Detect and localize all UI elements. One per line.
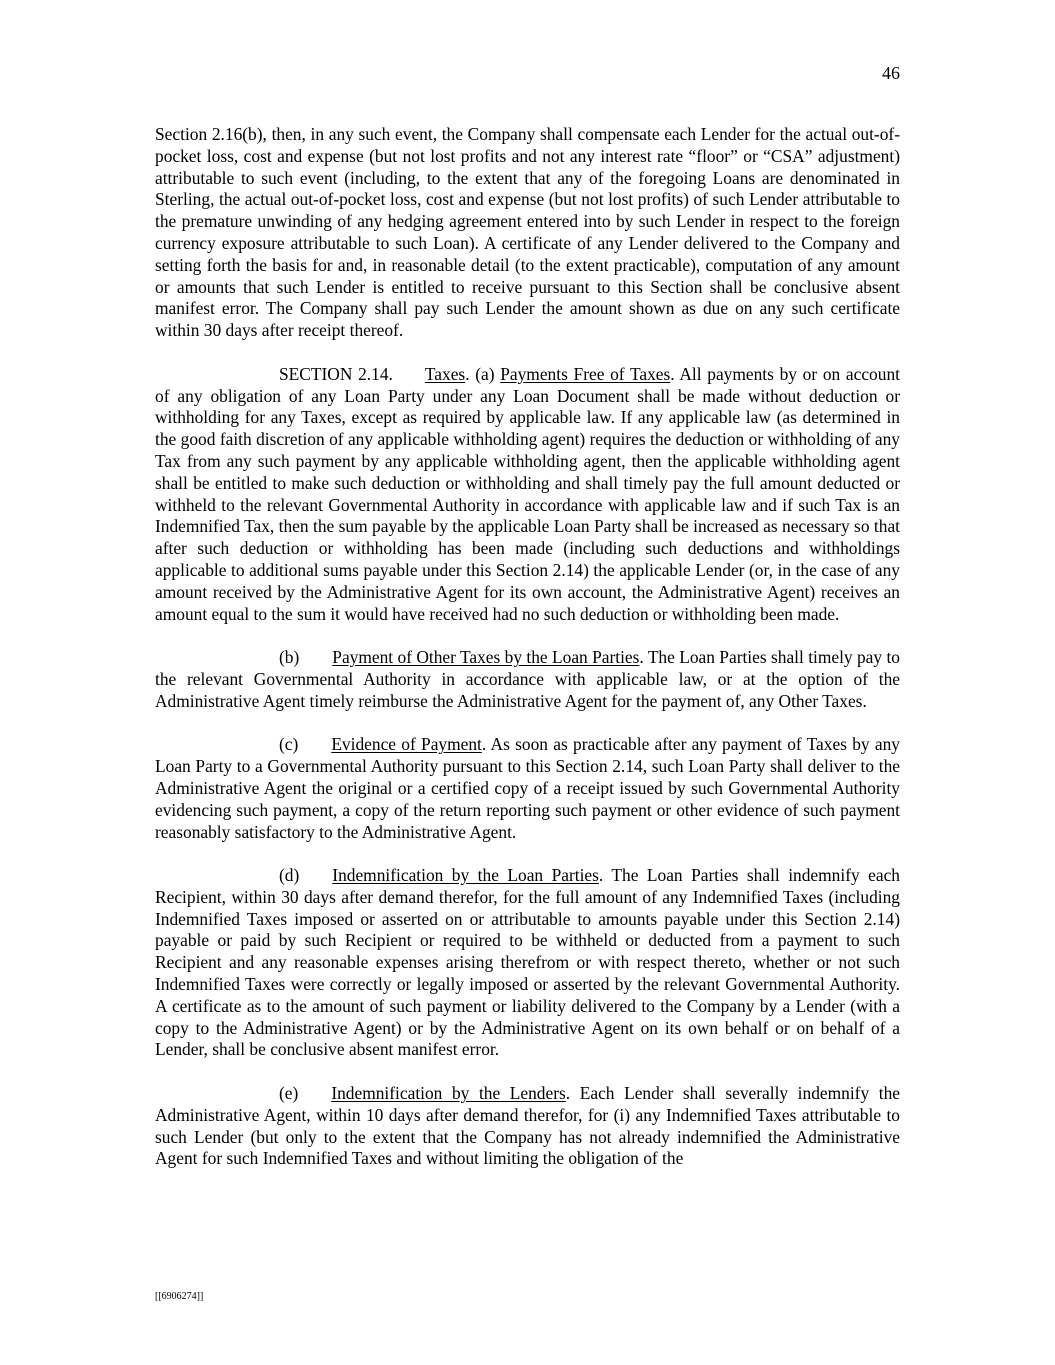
document-footer-id: [[6906274]] [155, 1291, 204, 1302]
paragraph-continuation [155, 124, 900, 342]
subsection-b [155, 647, 900, 712]
paragraph-text: . The Loan Parties shall timely pay to the relevant Governmental Authority in accordance with applicable law, or at the option of the Administrative Agent timely reimburse the Administrative Agent for the payment of, any Other Taxes. [155, 647, 900, 711]
paragraph-text: . As soon as practicable after any payment of Taxes by any Loan Party to a Governmental Authority pursuant to this Section 2.14, such Loan Party shall deliver to the Administrative Agent the original or a certified copy of a receipt issued by such Governmental Authority evidencing such payment, a copy of the return reporting such payment or other evidence of such payment reasonably satisfactory to the Administrative Agent. [155, 734, 900, 842]
subsection-label: (c) [279, 734, 299, 755]
subsection-label: (d) [279, 865, 300, 886]
page-number: 46 [882, 63, 900, 83]
section-heading: Taxes [424, 363, 466, 384]
paragraph-text: . Each Lender shall severally indemnify the Administrative Agent, within 10 days after demand therefor, for (i) any Indemnified Taxes attributable to such Lender (but only to the extent that the Company has not already indemnified the Administrative Agent for such Indemnified Taxes and without limiting the obligation of the [155, 1083, 900, 1169]
section-number: SECTION 2.14. [279, 363, 393, 384]
subsection-a-heading: Payments Free of Taxes [500, 363, 671, 384]
subsection-heading: Indemnification by the Lenders [331, 1083, 566, 1104]
paragraph-text: Section 2.16(b), then, in any such event, the Company shall compensate each Lender for the actual out-of-pocket loss, cost and expense (but not lost profits and not any interest rate “floor” or “CSA” adjustment) attributable to such event (including, to the extent that any of the foregoing Loans are denominated in Sterling, the actual out-of-pocket loss, cost and expense (but not lost profits) of such Lender attributable to the premature unwinding of any hedging agreement entered into by such Lender in respect to the foreign currency exposure attributable to such Loan). A certificate of any Lender delivered to the Company and setting forth the basis for and, in reasonable detail (to the extent practicable), computation of any amount or amounts that such Lender is entitled to receive pursuant to this Section shall be conclusive absent manifest error. The Company shall pay such Lender the amount shown as due on any such certificate within 30 days after receipt thereof. [155, 124, 900, 341]
subsection-e [155, 1083, 900, 1170]
section-2-14-taxes: SECTION 2.14. Taxes. (a) Payments Free of Taxes. All payments by or on account of any obligation of any Loan Party under any Loan Document shall be made without deduction or withholding for any Taxes, except as required by applicable law. If any applicable law (as determined in the good faith discretion of any applicable withholding agent) requires the deduction or withholding of any Tax from any such payment by any applicable withholding agent, then the applicable withholding agent shall be entitled to make such deduction or withholding and shall timely pay the full amount deducted or withheld to the relevant Governmental Authority in accordance with applicable law and if such Tax is an Indemnified Tax, then the sum payable by the applicable Loan Party shall be increased as necessary so that after such deduction or withholding has been made (including such deductions and withholdings applicable to additional sums payable under this Section 2.14) the applicable Lender (or, in the case of any amount received by the Administrative Agent for its own account, the Administrative Agent) receives an amount equal to the sum it would have received had no such deduction or withholding been made. [155, 363, 900, 624]
subsection-heading: Payment of Other Taxes by the Loan Parties [332, 647, 640, 668]
subsection-d [155, 865, 900, 1061]
subsection-c [155, 734, 900, 843]
paragraph-text: . The Loan Parties shall indemnify each Recipient, within 30 days after demand therefor, for the full amount of any Indemnified Taxes (including Indemnified Taxes imposed or asserted on or attributable to amounts payable under this Section 2.14) payable or paid by such Recipient or required to be withheld or deducted from a payment to such Recipient and any reasonable expenses arising therefrom or with respect thereto, whether or not such Indemnified Taxes were correctly or legally imposed or asserted by the relevant Governmental Authority. A certificate as to the amount of such payment or liability delivered to the Company by a Lender (with a copy to the Administrative Agent) or by the Administrative Agent on its own behalf or on behalf of a Lender, shall be conclusive absent manifest error. [155, 865, 900, 1060]
document-body [155, 124, 900, 1192]
subsection-label: (b) [279, 647, 300, 668]
subsection-heading: Evidence of Payment [331, 734, 482, 755]
subsection-heading: Indemnification by the Loan Parties [332, 865, 599, 886]
subsection-label: (e) [279, 1083, 299, 1104]
paragraph-text: . All payments by or on account of any obligation of any Loan Party under any Loan Document shall be made without deduction or withholding for any Taxes, except as required by applicable law. If any applicable law (as determined in the good faith discretion of any applicable withholding agent) requires the deduction or withholding of any Tax from any such payment by any applicable withholding agent, then the applicable withholding agent shall be entitled to make such deduction or withholding and shall timely pay the full amount deducted or withheld to the relevant Governmental Authority in accordance with applicable law and if such Tax is an Indemnified Tax, then the sum payable by the applicable Loan Party shall be increased as necessary so that after such deduction or withholding has been made (including such deductions and withholdings applicable to additional sums payable under this Section 2.14) the applicable Lender (or, in the case of any amount received by the Administrative Agent for its own account, the Administrative Agent) receives an amount equal to the sum it would have received had no such deduction or withholding been made. [155, 363, 900, 624]
